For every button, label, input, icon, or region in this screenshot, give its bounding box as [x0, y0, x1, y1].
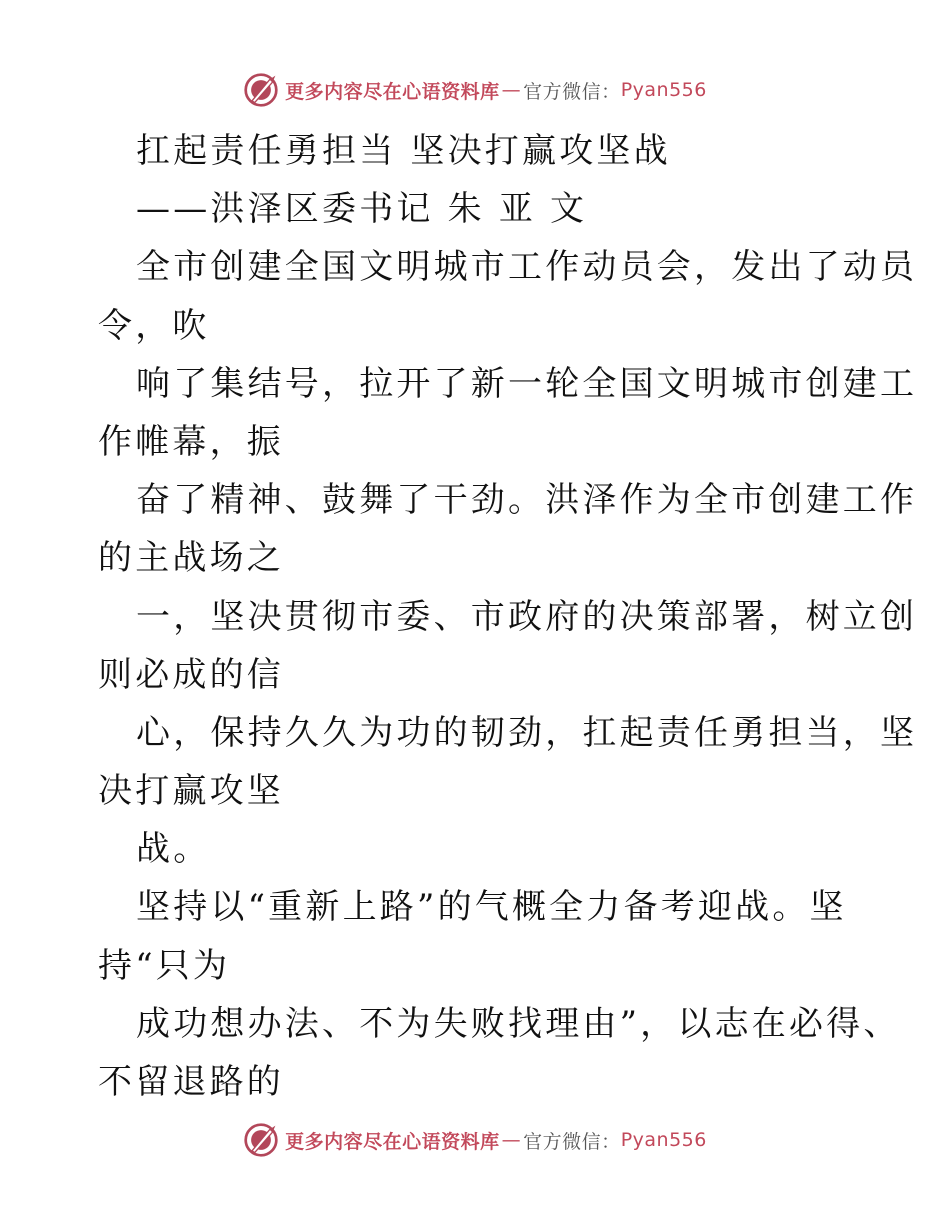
watermark-label: 官方微信： [523, 80, 621, 103]
paragraph-line: 的主战场之 [98, 538, 284, 579]
document-body [98, 122, 918, 1111]
paragraph-line: 作帷幕，振 [98, 421, 284, 462]
paragraph-line: 战。 [136, 829, 211, 870]
quill-seal-icon [243, 1122, 279, 1158]
paragraph-line: 决打赢攻坚 [98, 771, 284, 812]
paragraph-line: 不留退路的 [98, 1062, 284, 1102]
paragraph-line: 则必成的信 [98, 654, 284, 695]
paragraph-line: 令，吹 [98, 305, 210, 346]
paragraph-line: 响了集结号，拉开了新一轮全国文明城市创建工 [136, 363, 918, 404]
footer-watermark [0, 1120, 950, 1160]
paragraph-line: 奋了精神、鼓舞了干劲。洪泽作为全市创建工作 [136, 480, 918, 521]
watermark-site: 更多内容尽在心语资料库 [285, 80, 500, 103]
paragraph-line: 坚持以“重新上路”的气概全力备考迎战。坚 [136, 887, 847, 928]
watermark-wechat-id: Pyan556 [620, 79, 707, 101]
watermark-site: 更多内容尽在心语资料库 [285, 1130, 500, 1153]
watermark-dash: — [501, 1129, 522, 1151]
paragraph-line: 持“只为 [98, 945, 231, 986]
paragraph-line: 一，坚决贯彻市委、市政府的决策部署，树立创 [136, 596, 918, 637]
watermark-wechat-id: Pyan556 [620, 1129, 707, 1151]
paragraph-line: 成功想办法、不为失败找理由”，以志在必得、 [136, 1003, 901, 1044]
watermark-label: 官方微信： [523, 1130, 621, 1153]
header-watermark [0, 70, 950, 110]
quill-seal-icon [243, 72, 279, 108]
paragraph-line: 心，保持久久为功的韧劲，扛起责任勇担当，坚 [136, 712, 918, 753]
watermark-dash: — [501, 79, 522, 101]
paragraph-line: 全市创建全国文明城市工作动员会，发出了动员 [136, 247, 918, 288]
document-author-line: ——洪泽区委书记 朱 亚 文 [136, 189, 588, 230]
document-title: 扛起责任勇担当 坚决打赢攻坚战 [136, 131, 671, 171]
